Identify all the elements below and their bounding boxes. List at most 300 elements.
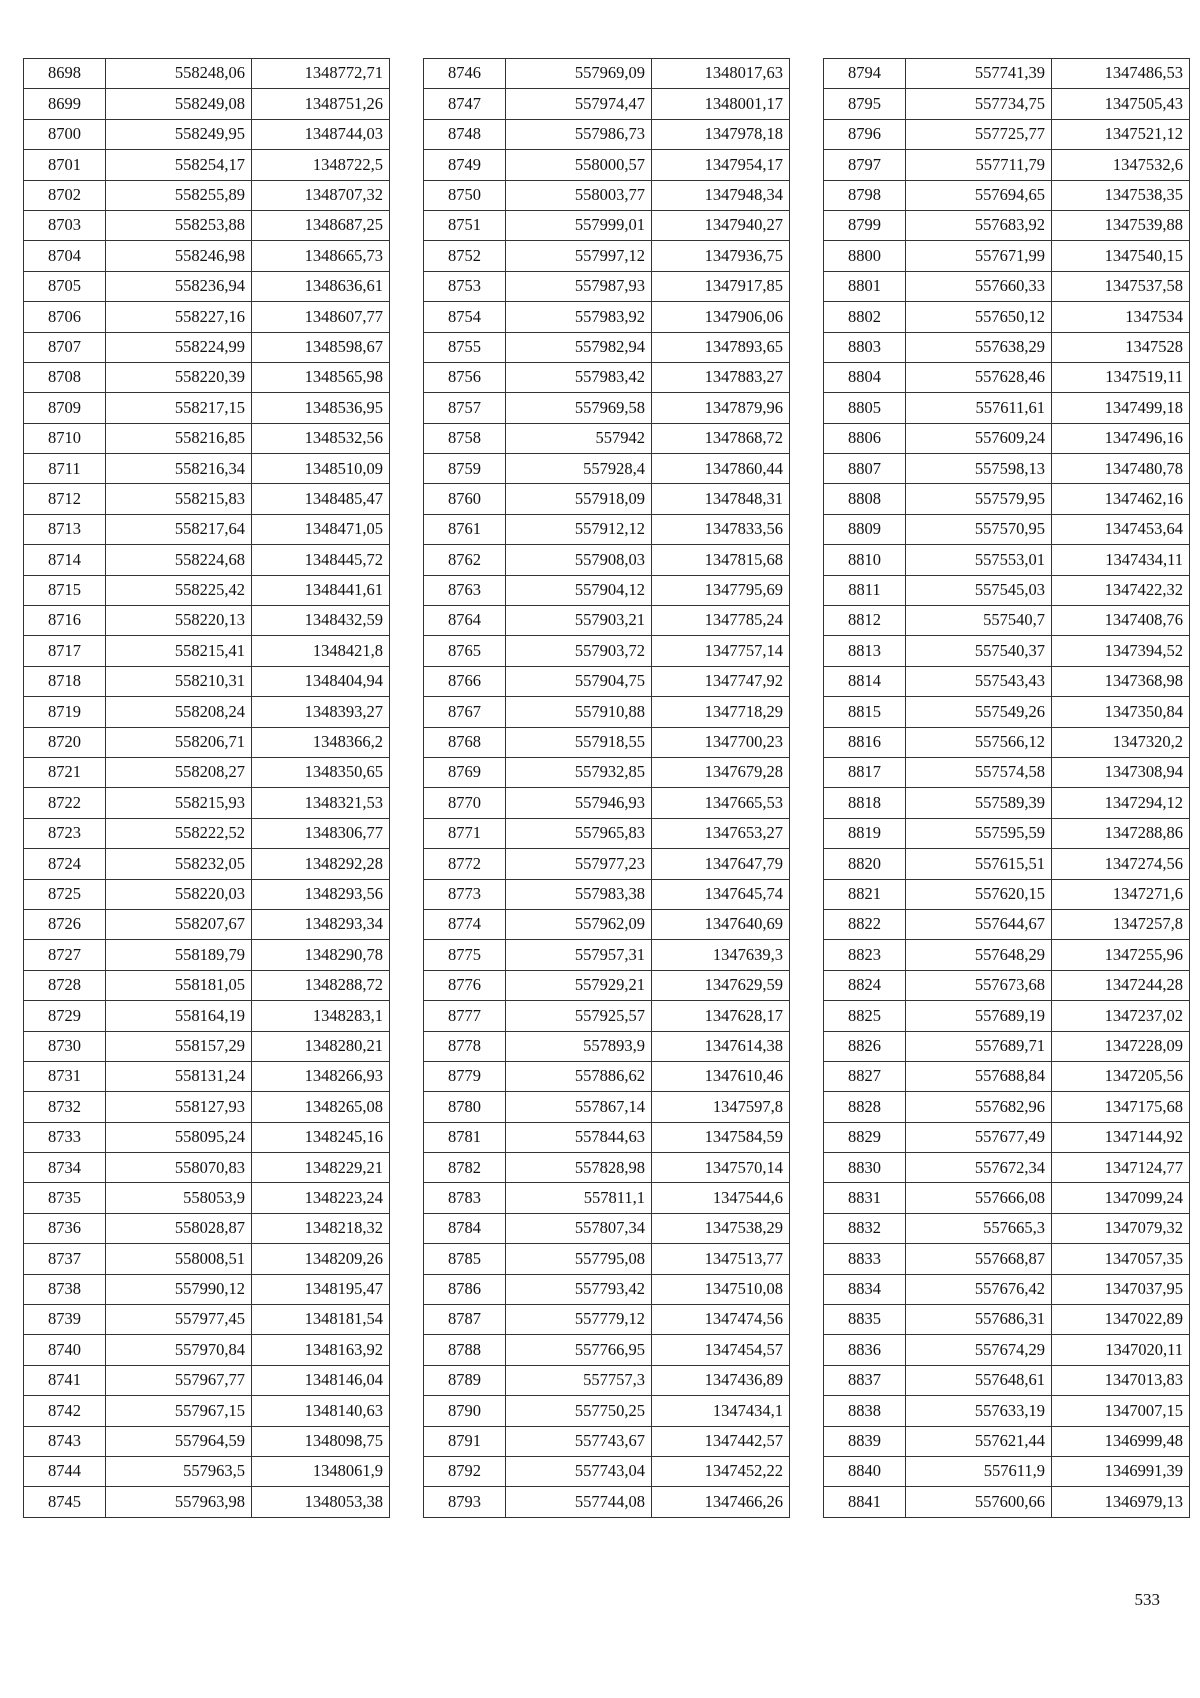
point-number-cell: 8804 (824, 362, 906, 392)
table-row (424, 1426, 790, 1456)
point-number-cell: 8713 (24, 514, 106, 544)
y-coordinate-cell: 1348209,26 (252, 1244, 390, 1274)
point-number-cell: 8743 (24, 1426, 106, 1456)
table-row (424, 545, 790, 575)
point-number-cell: 8828 (824, 1092, 906, 1122)
table-row (824, 393, 1190, 423)
x-coordinate-cell: 558028,87 (106, 1213, 252, 1243)
table-row (24, 1001, 390, 1031)
point-number-cell: 8821 (824, 879, 906, 909)
table-row (24, 970, 390, 1000)
y-coordinate-cell: 1347570,14 (652, 1153, 790, 1183)
y-coordinate-cell: 1348321,53 (252, 788, 390, 818)
point-number-cell: 8701 (24, 150, 106, 180)
x-coordinate-cell: 557611,9 (906, 1456, 1052, 1486)
y-coordinate-cell: 1347244,28 (1052, 970, 1190, 1000)
table-row (24, 271, 390, 301)
point-number-cell: 8746 (424, 59, 506, 89)
y-coordinate-cell: 1347442,57 (652, 1426, 790, 1456)
y-coordinate-cell: 1348163,92 (252, 1335, 390, 1365)
point-number-cell: 8739 (24, 1305, 106, 1335)
x-coordinate-cell: 557811,1 (506, 1183, 652, 1213)
x-coordinate-cell: 557983,38 (506, 879, 652, 909)
x-coordinate-cell: 557579,95 (906, 484, 1052, 514)
x-coordinate-cell: 557644,67 (906, 909, 1052, 939)
y-coordinate-cell: 1348140,63 (252, 1396, 390, 1426)
table-row (424, 1365, 790, 1395)
point-number-cell: 8699 (24, 89, 106, 119)
y-coordinate-cell: 1348441,61 (252, 575, 390, 605)
x-coordinate-cell: 557673,68 (906, 970, 1052, 1000)
point-number-cell: 8776 (424, 970, 506, 1000)
table-row (24, 454, 390, 484)
table-row (824, 423, 1190, 453)
x-coordinate-cell: 557886,62 (506, 1061, 652, 1091)
table-row (24, 89, 390, 119)
y-coordinate-cell: 1347540,15 (1052, 241, 1190, 271)
point-number-cell: 8774 (424, 909, 506, 939)
y-coordinate-cell: 1348445,72 (252, 545, 390, 575)
x-coordinate-cell: 558215,83 (106, 484, 252, 514)
x-coordinate-cell: 558208,24 (106, 697, 252, 727)
y-coordinate-cell: 1348471,05 (252, 514, 390, 544)
y-coordinate-cell: 1347257,8 (1052, 909, 1190, 939)
table-row (24, 119, 390, 149)
y-coordinate-cell: 1348283,1 (252, 1001, 390, 1031)
x-coordinate-cell: 558189,79 (106, 940, 252, 970)
table-row (24, 302, 390, 332)
x-coordinate-cell: 558249,95 (106, 119, 252, 149)
table-row (824, 1061, 1190, 1091)
point-number-cell: 8751 (424, 210, 506, 240)
y-coordinate-cell: 1348218,32 (252, 1213, 390, 1243)
y-coordinate-cell: 1347394,52 (1052, 636, 1190, 666)
x-coordinate-cell: 557676,42 (906, 1274, 1052, 1304)
point-number-cell: 8726 (24, 909, 106, 939)
point-number-cell: 8820 (824, 849, 906, 879)
table-row (424, 1274, 790, 1304)
point-number-cell: 8822 (824, 909, 906, 939)
y-coordinate-cell: 1347519,11 (1052, 362, 1190, 392)
x-coordinate-cell: 557553,01 (906, 545, 1052, 575)
y-coordinate-cell: 1348146,04 (252, 1365, 390, 1395)
point-number-cell: 8803 (824, 332, 906, 362)
point-number-cell: 8706 (24, 302, 106, 332)
table-row (824, 1122, 1190, 1152)
y-coordinate-cell: 1347124,77 (1052, 1153, 1190, 1183)
x-coordinate-cell: 557589,39 (906, 788, 1052, 818)
point-number-cell: 8772 (424, 849, 506, 879)
x-coordinate-cell: 558216,34 (106, 454, 252, 484)
x-coordinate-cell: 557918,09 (506, 484, 652, 514)
y-coordinate-cell: 1347795,69 (652, 575, 790, 605)
y-coordinate-cell: 1347538,29 (652, 1213, 790, 1243)
y-coordinate-cell: 1347700,23 (652, 727, 790, 757)
x-coordinate-cell: 557570,95 (906, 514, 1052, 544)
y-coordinate-cell: 1347597,8 (652, 1092, 790, 1122)
table-row (24, 59, 390, 89)
point-number-cell: 8704 (24, 241, 106, 271)
y-coordinate-cell: 1347462,16 (1052, 484, 1190, 514)
y-coordinate-cell: 1347294,12 (1052, 788, 1190, 818)
point-number-cell: 8775 (424, 940, 506, 970)
table-row (824, 1092, 1190, 1122)
table-row (824, 1001, 1190, 1031)
point-number-cell: 8733 (24, 1122, 106, 1152)
x-coordinate-cell: 557967,15 (106, 1396, 252, 1426)
point-number-cell: 8784 (424, 1213, 506, 1243)
point-number-cell: 8798 (824, 180, 906, 210)
table-row (824, 1031, 1190, 1061)
table-row (24, 180, 390, 210)
point-number-cell: 8763 (424, 575, 506, 605)
point-number-cell: 8841 (824, 1487, 906, 1517)
x-coordinate-cell: 558215,93 (106, 788, 252, 818)
table-row (424, 849, 790, 879)
x-coordinate-cell: 558225,42 (106, 575, 252, 605)
table-row (24, 423, 390, 453)
point-number-cell: 8736 (24, 1213, 106, 1243)
y-coordinate-cell: 1347665,53 (652, 788, 790, 818)
y-coordinate-cell: 1347815,68 (652, 545, 790, 575)
table-row (424, 59, 790, 89)
y-coordinate-cell: 1347645,74 (652, 879, 790, 909)
table-row (824, 454, 1190, 484)
point-number-cell: 8760 (424, 484, 506, 514)
point-number-cell: 8749 (424, 150, 506, 180)
x-coordinate-cell: 557668,87 (906, 1244, 1052, 1274)
point-number-cell: 8755 (424, 332, 506, 362)
x-coordinate-cell: 557986,73 (506, 119, 652, 149)
y-coordinate-cell: 1347785,24 (652, 606, 790, 636)
table-row (824, 362, 1190, 392)
y-coordinate-cell: 1347954,17 (652, 150, 790, 180)
x-coordinate-cell: 558217,15 (106, 393, 252, 423)
x-coordinate-cell: 557743,04 (506, 1456, 652, 1486)
y-coordinate-cell: 1347288,86 (1052, 818, 1190, 848)
table-row (824, 180, 1190, 210)
coordinate-table-1 (23, 58, 390, 1518)
y-coordinate-cell: 1348772,71 (252, 59, 390, 89)
y-coordinate-cell: 1348722,5 (252, 150, 390, 180)
y-coordinate-cell: 1347521,12 (1052, 119, 1190, 149)
point-number-cell: 8769 (424, 757, 506, 787)
point-number-cell: 8783 (424, 1183, 506, 1213)
table-row (824, 302, 1190, 332)
table-row (824, 1274, 1190, 1304)
y-coordinate-cell: 1348636,61 (252, 271, 390, 301)
table-row (824, 1183, 1190, 1213)
table-row (424, 484, 790, 514)
table-row (424, 575, 790, 605)
x-coordinate-cell: 557600,66 (906, 1487, 1052, 1517)
x-coordinate-cell: 557674,29 (906, 1335, 1052, 1365)
y-coordinate-cell: 1346991,39 (1052, 1456, 1190, 1486)
x-coordinate-cell: 557918,55 (506, 727, 652, 757)
point-number-cell: 8795 (824, 89, 906, 119)
table-row (824, 1305, 1190, 1335)
y-coordinate-cell: 1347057,35 (1052, 1244, 1190, 1274)
y-coordinate-cell: 1347614,38 (652, 1031, 790, 1061)
point-number-cell: 8740 (24, 1335, 106, 1365)
table-row (424, 210, 790, 240)
x-coordinate-cell: 557682,96 (906, 1092, 1052, 1122)
x-coordinate-cell: 557743,67 (506, 1426, 652, 1456)
y-coordinate-cell: 1347499,18 (1052, 393, 1190, 423)
table-row (824, 150, 1190, 180)
y-coordinate-cell: 1347628,17 (652, 1001, 790, 1031)
y-coordinate-cell: 1347454,57 (652, 1335, 790, 1365)
point-number-cell: 8727 (24, 940, 106, 970)
x-coordinate-cell: 557867,14 (506, 1092, 652, 1122)
y-coordinate-cell: 1347037,95 (1052, 1274, 1190, 1304)
y-coordinate-cell: 1347640,69 (652, 909, 790, 939)
point-number-cell: 8827 (824, 1061, 906, 1091)
table-row (824, 636, 1190, 666)
table-row (24, 393, 390, 423)
y-coordinate-cell: 1348665,73 (252, 241, 390, 271)
table-row (824, 1365, 1190, 1395)
x-coordinate-cell: 557686,31 (906, 1305, 1052, 1335)
table-row (24, 788, 390, 818)
y-coordinate-cell: 1347350,84 (1052, 697, 1190, 727)
point-number-cell: 8714 (24, 545, 106, 575)
x-coordinate-cell: 558253,88 (106, 210, 252, 240)
point-number-cell: 8708 (24, 362, 106, 392)
table-row (424, 636, 790, 666)
x-coordinate-cell: 557912,12 (506, 514, 652, 544)
table-row (24, 332, 390, 362)
point-number-cell: 8765 (424, 636, 506, 666)
table-row (24, 210, 390, 240)
y-coordinate-cell: 1347868,72 (652, 423, 790, 453)
y-coordinate-cell: 1348223,24 (252, 1183, 390, 1213)
table-row (424, 180, 790, 210)
x-coordinate-cell: 558254,17 (106, 150, 252, 180)
table-row (424, 302, 790, 332)
point-number-cell: 8779 (424, 1061, 506, 1091)
y-coordinate-cell: 1347532,6 (1052, 150, 1190, 180)
x-coordinate-cell: 558215,41 (106, 636, 252, 666)
y-coordinate-cell: 1348001,17 (652, 89, 790, 119)
y-coordinate-cell: 1348404,94 (252, 666, 390, 696)
point-number-cell: 8752 (424, 241, 506, 271)
table-row (424, 1031, 790, 1061)
table-row (424, 119, 790, 149)
table-row (24, 484, 390, 514)
table-row (424, 1122, 790, 1152)
y-coordinate-cell: 1348707,32 (252, 180, 390, 210)
table-row (824, 727, 1190, 757)
y-coordinate-cell: 1347544,6 (652, 1183, 790, 1213)
x-coordinate-cell: 557974,47 (506, 89, 652, 119)
table-row (424, 1061, 790, 1091)
point-number-cell: 8716 (24, 606, 106, 636)
y-coordinate-cell: 1348421,8 (252, 636, 390, 666)
table-row (24, 1456, 390, 1486)
point-number-cell: 8833 (824, 1244, 906, 1274)
x-coordinate-cell: 557741,39 (906, 59, 1052, 89)
table-row (24, 545, 390, 575)
table-row (424, 1092, 790, 1122)
point-number-cell: 8720 (24, 727, 106, 757)
table-row (424, 1396, 790, 1426)
point-number-cell: 8711 (24, 454, 106, 484)
table-row (424, 818, 790, 848)
y-coordinate-cell: 1348393,27 (252, 697, 390, 727)
y-coordinate-cell: 1346999,48 (1052, 1426, 1190, 1456)
point-number-cell: 8787 (424, 1305, 506, 1335)
point-number-cell: 8759 (424, 454, 506, 484)
point-number-cell: 8817 (824, 757, 906, 787)
table-row (824, 332, 1190, 362)
point-number-cell: 8744 (24, 1456, 106, 1486)
x-coordinate-cell: 557671,99 (906, 241, 1052, 271)
y-coordinate-cell: 1348293,56 (252, 879, 390, 909)
x-coordinate-cell: 558220,03 (106, 879, 252, 909)
x-coordinate-cell: 558053,9 (106, 1183, 252, 1213)
y-coordinate-cell: 1347474,56 (652, 1305, 790, 1335)
y-coordinate-cell: 1348565,98 (252, 362, 390, 392)
point-number-cell: 8758 (424, 423, 506, 453)
table-row (424, 514, 790, 544)
point-number-cell: 8838 (824, 1396, 906, 1426)
y-coordinate-cell: 1348288,72 (252, 970, 390, 1000)
x-coordinate-cell: 558000,57 (506, 150, 652, 180)
point-number-cell: 8839 (824, 1426, 906, 1456)
y-coordinate-cell: 1348306,77 (252, 818, 390, 848)
point-number-cell: 8800 (824, 241, 906, 271)
table-row (824, 940, 1190, 970)
y-coordinate-cell: 1347466,26 (652, 1487, 790, 1517)
y-coordinate-cell: 1347144,92 (1052, 1122, 1190, 1152)
point-number-cell: 8799 (824, 210, 906, 240)
point-number-cell: 8721 (24, 757, 106, 787)
x-coordinate-cell: 557595,59 (906, 818, 1052, 848)
table-row (424, 1456, 790, 1486)
x-coordinate-cell: 557598,13 (906, 454, 1052, 484)
point-number-cell: 8715 (24, 575, 106, 605)
table-row (424, 606, 790, 636)
x-coordinate-cell: 557990,12 (106, 1274, 252, 1304)
x-coordinate-cell: 557903,21 (506, 606, 652, 636)
y-coordinate-cell: 1348432,59 (252, 606, 390, 636)
x-coordinate-cell: 557688,84 (906, 1061, 1052, 1091)
x-coordinate-cell: 557963,5 (106, 1456, 252, 1486)
point-number-cell: 8764 (424, 606, 506, 636)
y-coordinate-cell: 1348485,47 (252, 484, 390, 514)
y-coordinate-cell: 1348098,75 (252, 1426, 390, 1456)
x-coordinate-cell: 558003,77 (506, 180, 652, 210)
x-coordinate-cell: 557549,26 (906, 697, 1052, 727)
x-coordinate-cell: 557660,33 (906, 271, 1052, 301)
x-coordinate-cell: 557962,09 (506, 909, 652, 939)
point-number-cell: 8806 (824, 423, 906, 453)
y-coordinate-cell: 1347534 (1052, 302, 1190, 332)
y-coordinate-cell: 1347610,46 (652, 1061, 790, 1091)
point-number-cell: 8835 (824, 1305, 906, 1335)
y-coordinate-cell: 1348350,65 (252, 757, 390, 787)
y-coordinate-cell: 1347510,08 (652, 1274, 790, 1304)
point-number-cell: 8745 (24, 1487, 106, 1517)
table-row (24, 818, 390, 848)
x-coordinate-cell: 557540,7 (906, 606, 1052, 636)
y-coordinate-cell: 1348510,09 (252, 454, 390, 484)
point-number-cell: 8712 (24, 484, 106, 514)
table-row (24, 909, 390, 939)
x-coordinate-cell: 557807,34 (506, 1213, 652, 1243)
y-coordinate-cell: 1348017,63 (652, 59, 790, 89)
point-number-cell: 8829 (824, 1122, 906, 1152)
table-row (424, 150, 790, 180)
point-number-cell: 8750 (424, 180, 506, 210)
x-coordinate-cell: 557543,43 (906, 666, 1052, 696)
x-coordinate-cell: 558216,85 (106, 423, 252, 453)
y-coordinate-cell: 1347639,3 (652, 940, 790, 970)
table-row (24, 1274, 390, 1304)
y-coordinate-cell: 1348744,03 (252, 119, 390, 149)
x-coordinate-cell: 557793,42 (506, 1274, 652, 1304)
table-row (824, 1335, 1190, 1365)
x-coordinate-cell: 557689,19 (906, 1001, 1052, 1031)
x-coordinate-cell: 558207,67 (106, 909, 252, 939)
x-coordinate-cell: 557928,4 (506, 454, 652, 484)
table-row (824, 1213, 1190, 1243)
y-coordinate-cell: 1348366,2 (252, 727, 390, 757)
x-coordinate-cell: 557965,83 (506, 818, 652, 848)
table-row (24, 697, 390, 727)
table-row (824, 271, 1190, 301)
y-coordinate-cell: 1348687,25 (252, 210, 390, 240)
table-row (424, 1305, 790, 1335)
table-row (24, 1213, 390, 1243)
table-row (24, 1153, 390, 1183)
x-coordinate-cell: 557650,12 (906, 302, 1052, 332)
point-number-cell: 8796 (824, 119, 906, 149)
x-coordinate-cell: 557969,09 (506, 59, 652, 89)
y-coordinate-cell: 1347007,15 (1052, 1396, 1190, 1426)
x-coordinate-cell: 557970,84 (106, 1335, 252, 1365)
point-number-cell: 8830 (824, 1153, 906, 1183)
table-row (424, 89, 790, 119)
point-number-cell: 8742 (24, 1396, 106, 1426)
point-number-cell: 8700 (24, 119, 106, 149)
table-row (24, 241, 390, 271)
point-number-cell: 8729 (24, 1001, 106, 1031)
x-coordinate-cell: 557969,58 (506, 393, 652, 423)
point-number-cell: 8823 (824, 940, 906, 970)
table-row (24, 150, 390, 180)
y-coordinate-cell: 1347434,1 (652, 1396, 790, 1426)
point-number-cell: 8792 (424, 1456, 506, 1486)
x-coordinate-cell: 557615,51 (906, 849, 1052, 879)
point-number-cell: 8698 (24, 59, 106, 89)
y-coordinate-cell: 1347718,29 (652, 697, 790, 727)
table-row (824, 970, 1190, 1000)
point-number-cell: 8836 (824, 1335, 906, 1365)
table-row (824, 484, 1190, 514)
point-number-cell: 8766 (424, 666, 506, 696)
point-number-cell: 8809 (824, 514, 906, 544)
y-coordinate-cell: 1348265,08 (252, 1092, 390, 1122)
y-coordinate-cell: 1347434,11 (1052, 545, 1190, 575)
point-number-cell: 8747 (424, 89, 506, 119)
point-number-cell: 8741 (24, 1365, 106, 1395)
point-number-cell: 8825 (824, 1001, 906, 1031)
y-coordinate-cell: 1347584,59 (652, 1122, 790, 1152)
y-coordinate-cell: 1347757,14 (652, 636, 790, 666)
y-coordinate-cell: 1347496,16 (1052, 423, 1190, 453)
